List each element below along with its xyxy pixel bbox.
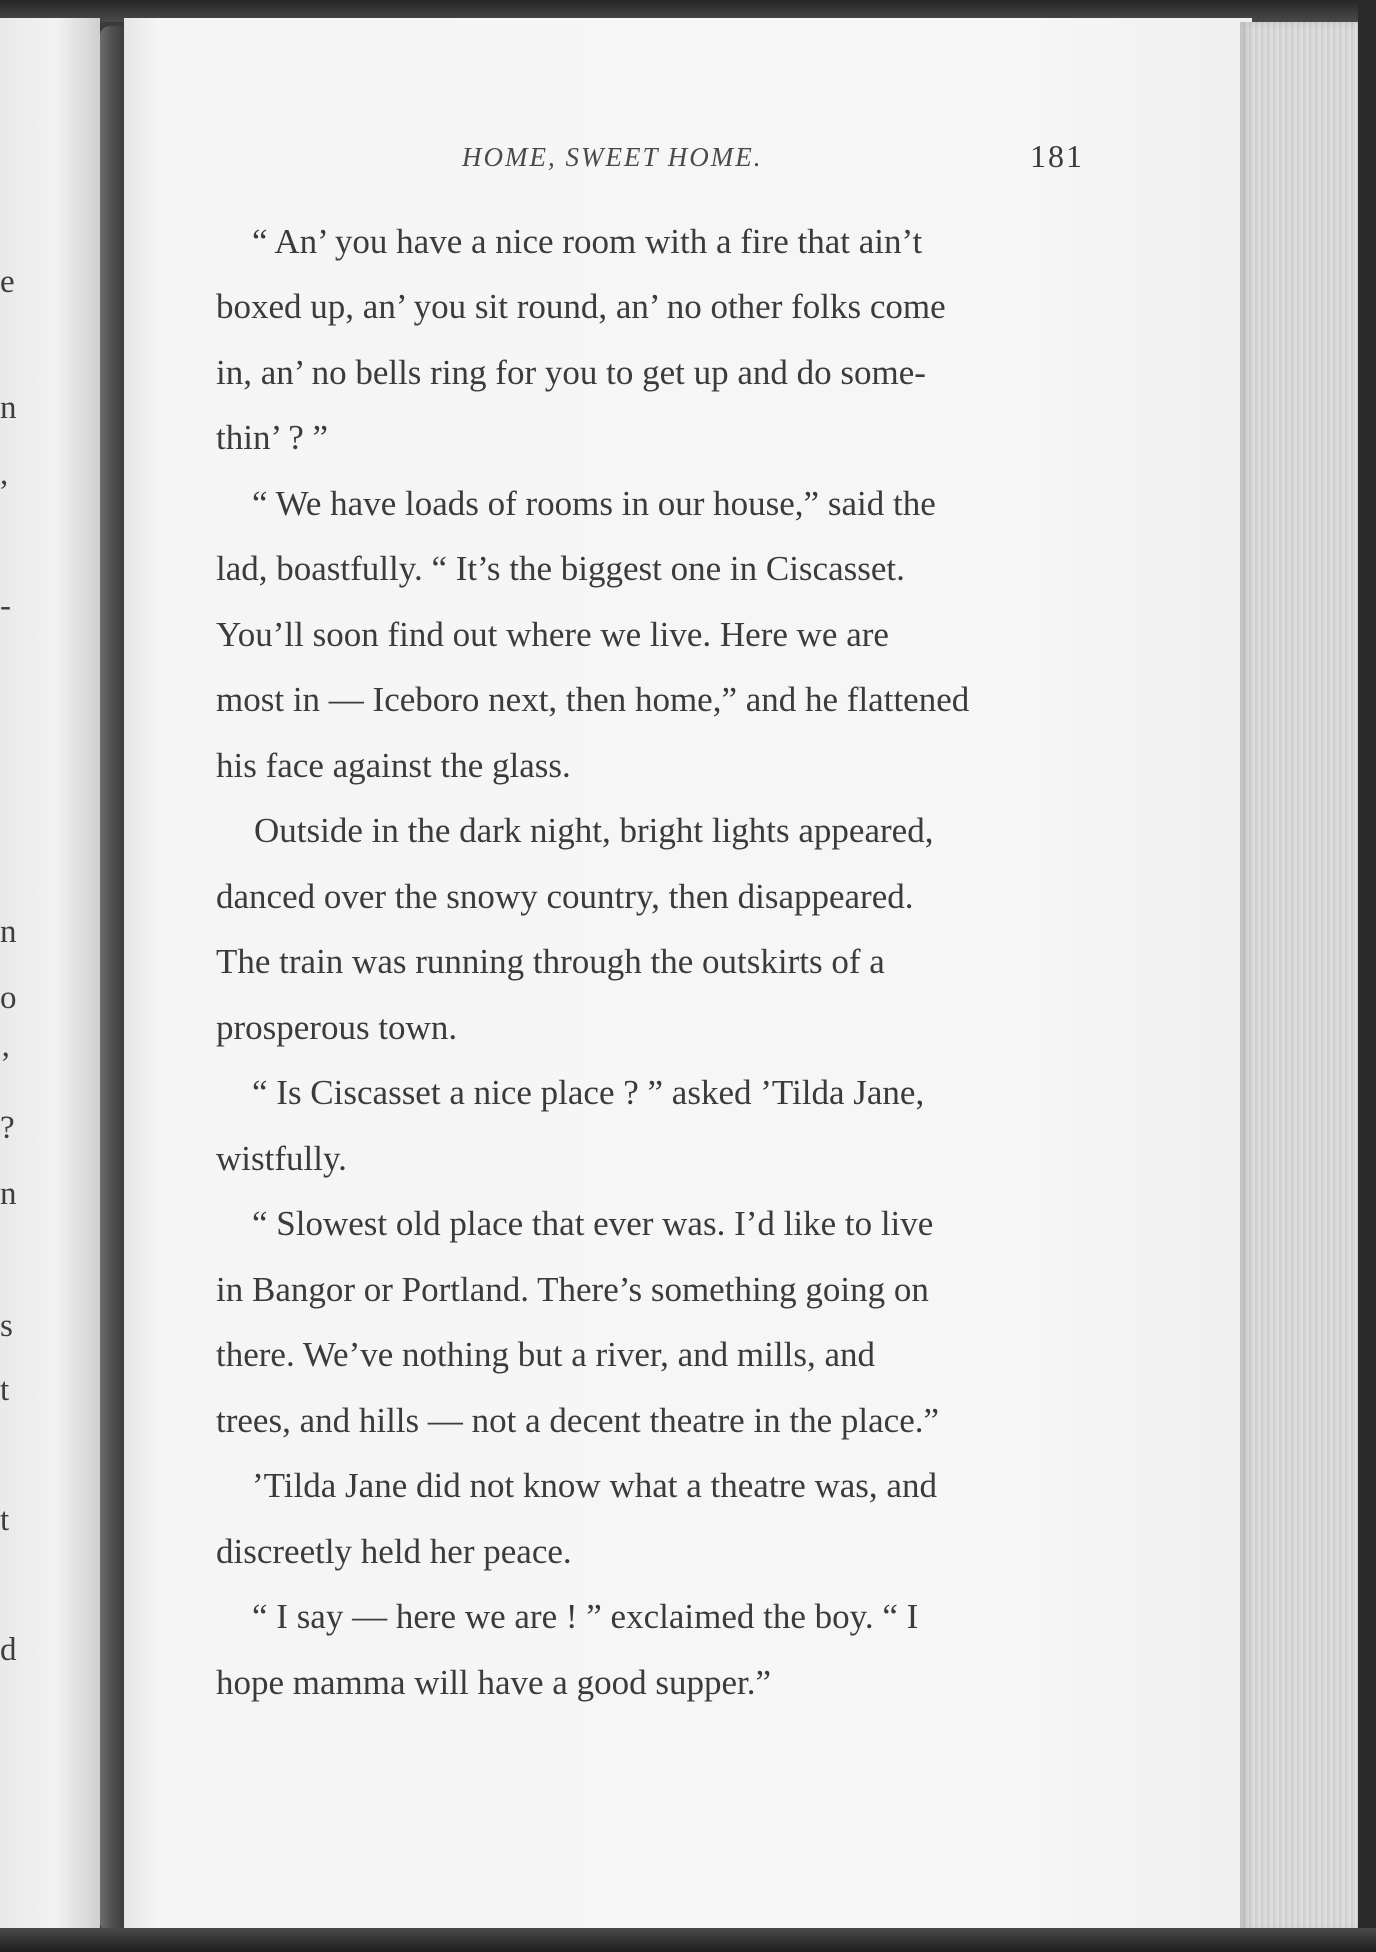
text-line: “ Slowest old place that ever was. I’d like to live [252,1204,934,1243]
left-page-char: s [0,1308,13,1344]
text-line: ’Tilda Jane did not know what a theatre was, and [252,1466,937,1505]
text-line: trees, and hills — not a decent theatre in the place.” [216,1401,940,1440]
left-page-char: t [0,1372,10,1408]
bottom-scan-edge [0,1928,1376,1952]
text-line: Outside in the dark night, bright lights appeared, [254,811,934,850]
text-line: in Bangor or Portland. There’s something going on [216,1270,929,1309]
text-line: danced over the snowy country, then disappeared. [216,877,914,916]
page-fore-edge [1240,22,1358,1932]
text-line: most in — Iceboro next, then home,” and he flattened [216,680,970,719]
left-page-char: n [0,390,17,426]
text-line: “ We have loads of rooms in our house,” said the [252,484,936,523]
page-number: 181 [1030,138,1084,174]
left-page-char: n [0,914,17,950]
text-line: wistfully. [216,1139,347,1178]
text-line: You’ll soon find out where we live. Here we are [216,615,889,654]
text-line: “ An’ you have a nice room with a fire that ain’t [252,222,923,261]
book-gutter [100,26,126,1932]
text-line: The train was running through the outskirts of a [216,942,885,981]
text-line: his face against the glass. [216,746,571,785]
text-line: prosperous town. [216,1008,458,1047]
left-page-char: - [0,588,11,624]
text-line: discreetly held her peace. [216,1532,572,1571]
left-page-char: ? [0,1110,15,1146]
left-page-char: ’ [0,1046,11,1082]
left-page-char: n [0,1176,17,1212]
left-page-char: , [0,456,9,492]
text-line: “ I say — here we are ! ” exclaimed the boy. “ I [252,1597,919,1636]
left-page-edge [0,18,100,1933]
text-line: hope mamma will have a good supper.” [216,1663,771,1702]
text-line: lad, boastfully. “ It’s the biggest one in Ciscasset. [216,549,905,588]
text-line: in, an’ no bells ring for you to get up and do some- [216,353,926,392]
running-head: HOME, SWEET HOME. [462,142,763,172]
text-line: “ Is Ciscasset a nice place ? ” asked ’Tilda Jane, [252,1073,925,1112]
text-line: thin’ ? ” [216,418,329,457]
left-page-char: t [0,1502,10,1538]
left-page-char: o [0,980,17,1016]
text-line: boxed up, an’ you sit round, an’ no other folks come [216,287,946,326]
left-page-char: d [0,1632,17,1668]
text-line: there. We’ve nothing but a river, and mills, and [216,1335,875,1374]
left-page-char: e [0,264,15,300]
scan-border-right [1358,0,1376,1952]
